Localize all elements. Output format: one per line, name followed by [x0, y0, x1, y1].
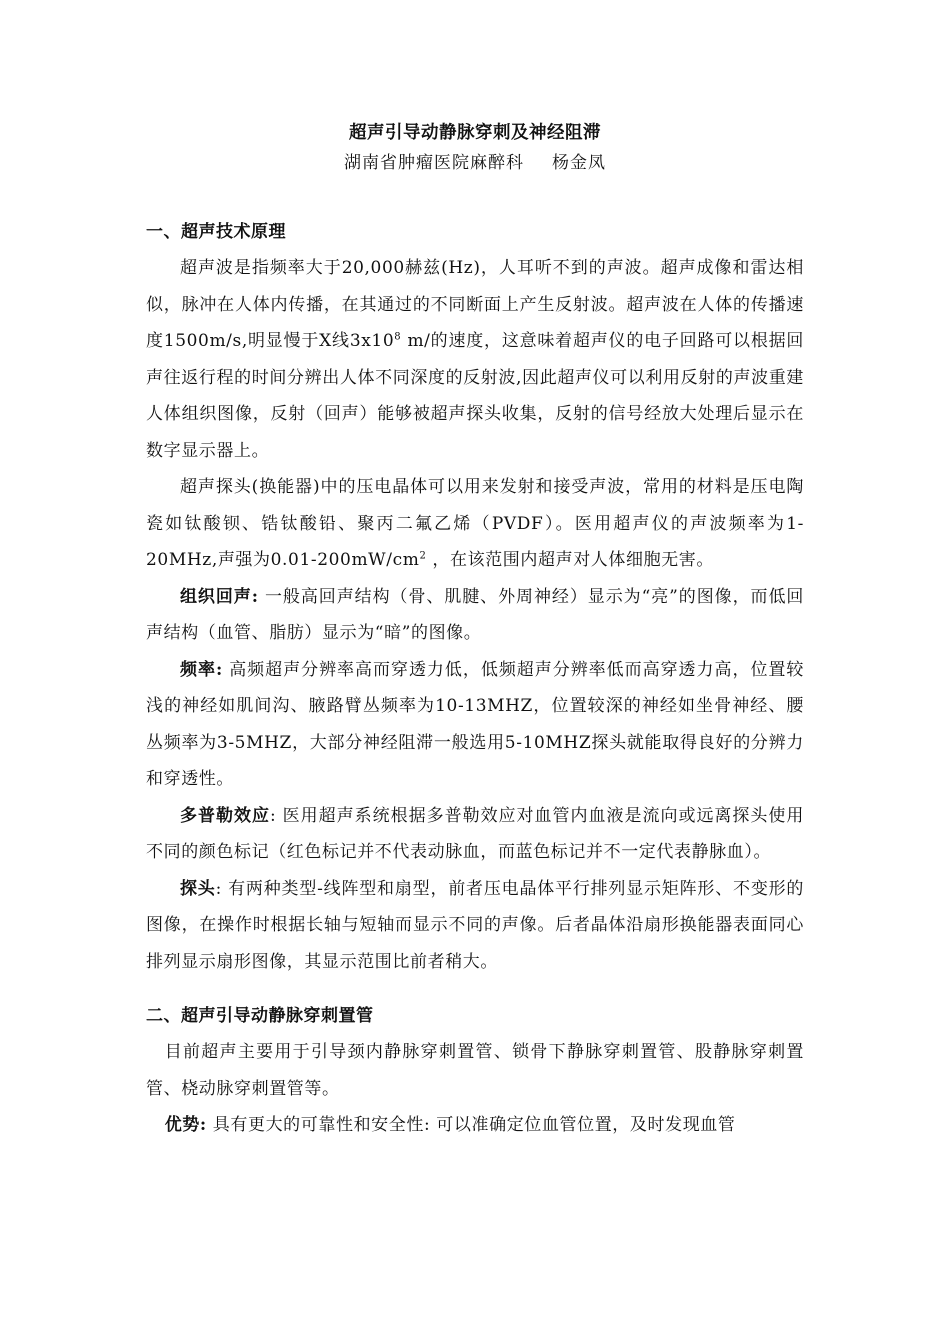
paragraph-tissue-echo — [146, 579, 804, 652]
paragraph-advantages — [146, 1107, 804, 1144]
paragraph-ultrasound-definition — [146, 250, 804, 469]
paragraph-frequency — [146, 652, 804, 798]
paragraph-text: 具有更大的可靠性和安全性: 可以准确定位血管位置，及时发现血管 — [206, 1115, 736, 1135]
paragraph-probe-material — [146, 469, 804, 579]
term-label: 探头 — [180, 878, 216, 899]
term-label: 多普勒效应 — [180, 805, 270, 826]
section-heading-1: 一、超声技术原理 — [146, 222, 286, 242]
document-author-line — [146, 148, 804, 178]
paragraph-catheter-uses: 目前超声主要用于引导颈内静脉穿刺置管、锁骨下静脉穿刺置管、股静脉穿刺置管、桡动脉穿刺置管等。 — [146, 1042, 804, 1099]
paragraph-text: : 有两种类型-线阵型和扇型，前者压电晶体平行排列显示矩阵形、不变形的图像，在操作时根据长轴与短轴而显示不同的声像。后者晶体沿扇形换能器表面同心排列显示扇形图像，其显示范围比前者稍大。 — [146, 878, 805, 972]
superscript-exponent: 8 — [394, 331, 402, 343]
paragraph-text: 超声探头(换能器)中的压电晶体可以用来发射和接受声波，常用的材料是压电陶瓷如钛酸钡、锆钛酸铅、聚丙二氟乙烯（PVDF）。医用超声仪的声波频率为1-20MHz,声强为0.01-200mW/cm — [146, 477, 804, 570]
term-label: 组织回声: — [180, 586, 259, 607]
author-name: 杨金凤 — [552, 153, 606, 173]
term-label: 优势: — [164, 1115, 207, 1135]
paragraph-probe-types — [146, 871, 804, 981]
paragraph-doppler — [146, 798, 804, 871]
paragraph-text: : 医用超声系统根据多普勒效应对血管内血液是流向或远离探头使用不同的颜色标记（红色标记并不代表动脉血，而蓝色标记并不一定代表静脉血）。 — [146, 805, 804, 862]
paragraph-text: 一般高回声结构（骨、肌腱、外周神经）显示为“亮”的图像，而低回声结构（血管、脂肪）显示为“暗”的图像。 — [146, 586, 805, 643]
superscript-exponent: 2 — [419, 550, 427, 562]
paragraph-text: 超声波是指频率大于20,000赫兹(Hz)，人耳听不到的声波。超声成像和雷达相似，脉冲在人体内传播，在其通过的不同断面上产生反射波。超声波在人体的传播速度1500m/s,明显慢于X线3x10 — [146, 258, 804, 351]
paragraph-text: m/的速度，这意味着超声仪的电子回路可以根据回声往返行程的时间分辨出人体不同深度的反射波,因此超声仪可以利用反射的声波重建人体组织图像，反射（回声）能够被超声探头收集，反射的信号经放大处理后显示在数字显示器上。 — [146, 331, 805, 461]
author-unit: 湖南省肿瘤医院麻醉科 — [344, 153, 524, 173]
section-spacer — [146, 980, 804, 998]
term-label: 频率: — [180, 659, 223, 680]
section-heading-2: 二、超声引导动静脉穿刺置管 — [146, 1006, 374, 1026]
document-title: 超声引导动静脉穿刺及神经阻滞 — [349, 123, 601, 143]
paragraph-text: ，在该范围内超声对人体细胞无害。 — [426, 550, 715, 570]
paragraph-text: 高频超声分辨率高而穿透力低，低频超声分辨率低而高穿透力高，位置较浅的神经如肌间沟、腋路臂丛频率为10-13MHZ，位置较深的神经如坐骨神经、腰丛频率为3-5MHZ，大部分神经阻滞一般选用5-10MHZ探头就能取得良好的分辨力和穿透性。 — [146, 659, 805, 789]
